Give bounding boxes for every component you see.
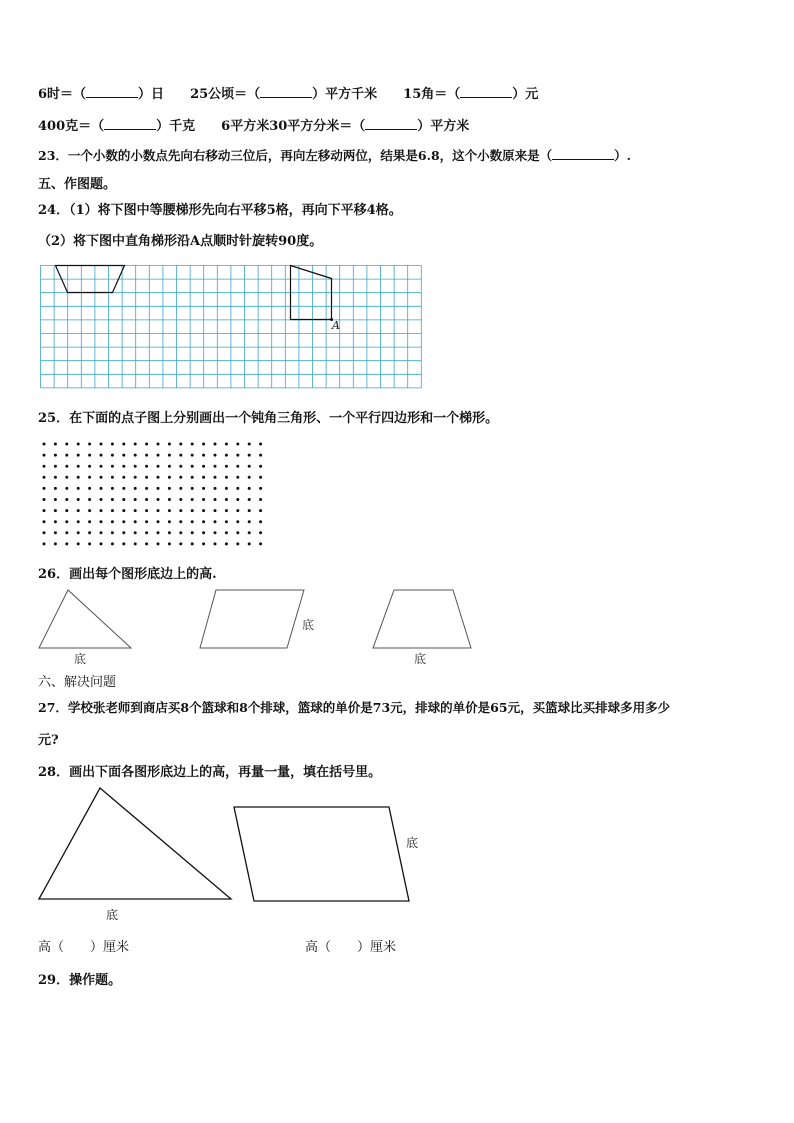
- section-6-heading: 六、解决问题: [38, 675, 117, 690]
- conversion-row-2: [38, 115, 469, 134]
- grid-dot: [54, 509, 57, 512]
- grid-dot: [225, 443, 228, 446]
- grid-dot: [134, 509, 137, 512]
- grid-dot: [179, 520, 182, 523]
- grid-dot: [54, 454, 57, 457]
- grid-dot: [225, 487, 228, 490]
- grid-dot: [145, 465, 148, 468]
- answer-blank-1c[interactable]: [460, 85, 512, 98]
- grid-dot: [236, 498, 239, 501]
- grid-dot: [65, 443, 68, 446]
- grid-dot: [100, 542, 103, 545]
- grid-dot: [225, 498, 228, 501]
- grid-dot: [248, 520, 251, 523]
- grid-dot: [111, 520, 114, 523]
- grid-dot: [214, 443, 217, 446]
- grid-dot: [157, 531, 160, 534]
- question-27-line-2: 元?: [38, 733, 59, 748]
- answer-blank-23[interactable]: [552, 147, 614, 160]
- grid-dot: [43, 531, 46, 534]
- grid-dot: [225, 465, 228, 468]
- grid-dot: [100, 465, 103, 468]
- grid-dot: [225, 520, 228, 523]
- grid-dot: [214, 542, 217, 545]
- conv-2a-right: ）千克: [156, 119, 196, 134]
- grid-dot: [179, 487, 182, 490]
- grid-dot: [100, 487, 103, 490]
- grid-dot: [54, 531, 57, 534]
- grid-dot: [43, 498, 46, 501]
- grid-dot: [65, 531, 68, 534]
- grid-dot: [54, 465, 57, 468]
- grid-dot: [111, 454, 114, 457]
- grid-dot: [157, 542, 160, 545]
- grid-dot: [145, 443, 148, 446]
- grid-dot: [157, 509, 160, 512]
- q26-parallelogram-base-label: 底: [302, 618, 315, 632]
- grid-dot: [157, 465, 160, 468]
- grid-dot: [191, 520, 194, 523]
- grid-dot: [236, 443, 239, 446]
- grid-dot: [191, 487, 194, 490]
- q28-parallelogram-base-label: 底: [406, 836, 419, 850]
- grid-dot: [122, 454, 125, 457]
- grid-dot: [65, 542, 68, 545]
- grid-dot: [157, 443, 160, 446]
- grid-dot: [259, 498, 262, 501]
- grid-dot: [88, 542, 91, 545]
- grid-dot: [65, 509, 68, 512]
- question-29: 29．操作题。: [38, 973, 122, 988]
- grid-dot: [122, 520, 125, 523]
- grid-dot: [179, 443, 182, 446]
- grid-dot: [65, 498, 68, 501]
- grid-dot: [88, 454, 91, 457]
- grid-dot: [43, 509, 46, 512]
- grid-dot: [202, 454, 205, 457]
- question-23: [38, 146, 631, 164]
- grid-dot: [54, 487, 57, 490]
- q23-text-right: ）.: [614, 148, 632, 163]
- grid-dot: [248, 465, 251, 468]
- q28-parallelogram: [234, 807, 409, 901]
- grid-dot: [214, 531, 217, 534]
- q26-trapezoid-base-label: 底: [414, 652, 427, 666]
- grid-dot: [259, 520, 262, 523]
- grid-dot: [54, 520, 57, 523]
- grid-dot: [88, 509, 91, 512]
- grid-dot: [111, 487, 114, 490]
- conv-2b-right: ）平方米: [417, 119, 470, 134]
- conv-1a-right: ）日: [138, 87, 165, 102]
- grid-dot: [134, 476, 137, 479]
- grid-dot: [168, 509, 171, 512]
- grid-dot: [77, 542, 80, 545]
- grid-dot: [214, 487, 217, 490]
- grid-dot: [88, 443, 91, 446]
- grid-dot: [191, 542, 194, 545]
- grid-dot: [248, 498, 251, 501]
- grid-dot: [202, 443, 205, 446]
- conv-1b-left: 25公顷＝（: [190, 87, 261, 102]
- grid-dot: [202, 487, 205, 490]
- answer-blank-2b[interactable]: [365, 117, 417, 130]
- grid-dot: [168, 520, 171, 523]
- grid-dot: [202, 509, 205, 512]
- grid-dot: [54, 542, 57, 545]
- grid-dot: [88, 487, 91, 490]
- section-5-heading: 五、作图题。: [38, 177, 117, 192]
- q26-parallelogram: [200, 590, 304, 648]
- grid-dot: [259, 443, 262, 446]
- grid-lines: [41, 266, 422, 388]
- grid-dot: [191, 476, 194, 479]
- conv-1b-right: ）平方千米: [312, 87, 378, 102]
- grid-dot: [134, 443, 137, 446]
- grid-dot: [225, 454, 228, 457]
- grid-dot: [214, 509, 217, 512]
- q28-answer-2[interactable]: 高（ ）厘米: [305, 940, 397, 955]
- grid-dot: [111, 443, 114, 446]
- grid-dot: [122, 542, 125, 545]
- grid-dot: [111, 498, 114, 501]
- grid-dot: [259, 531, 262, 534]
- grid-dot: [202, 542, 205, 545]
- grid-dot: [88, 520, 91, 523]
- grid-dot: [100, 509, 103, 512]
- grid-dot: [111, 542, 114, 545]
- grid-dot: [191, 509, 194, 512]
- conversion-row-1: [38, 83, 538, 102]
- dot-grid[interactable]: [41, 441, 273, 547]
- grid-dot: [122, 476, 125, 479]
- grid-dot: [100, 520, 103, 523]
- grid-dot: [214, 465, 217, 468]
- grid-dot: [54, 476, 57, 479]
- q23-text-left: 23．一个小数的小数点先向右移动三位后，再向左移动两位，结果是6.8，这个小数原来是（: [38, 148, 553, 163]
- grid-dot: [179, 465, 182, 468]
- grid-dot: [77, 443, 80, 446]
- grid-dot: [100, 454, 103, 457]
- q26-trapezoid: [373, 590, 471, 648]
- grid-dot: [157, 498, 160, 501]
- conv-1c-right: ）元: [512, 87, 539, 102]
- grid-dot: [122, 498, 125, 501]
- grid-dot: [145, 454, 148, 457]
- grid-dot: [179, 509, 182, 512]
- conv-1a-left: 6时＝（: [38, 87, 87, 102]
- grid-dot: [134, 487, 137, 490]
- grid-dot: [168, 443, 171, 446]
- grid-dot: [145, 476, 148, 479]
- grid-dot: [202, 465, 205, 468]
- grid-dot: [88, 465, 91, 468]
- grid-dot: [236, 531, 239, 534]
- grid-dot: [179, 476, 182, 479]
- grid-dot: [259, 542, 262, 545]
- grid-dot: [225, 509, 228, 512]
- question-25: 25．在下面的点子图上分别画出一个钝角三角形、一个平行四边形和一个梯形。: [38, 411, 499, 426]
- grid-dot: [259, 509, 262, 512]
- q28-answer-1[interactable]: 高（ ）厘米: [38, 940, 130, 955]
- grid-dot: [43, 476, 46, 479]
- grid-dot: [236, 487, 239, 490]
- question-24-part-1: 24．（1）将下图中等腰梯形先向右平移5格，再向下平移4格。: [38, 203, 402, 218]
- grid-dot: [111, 531, 114, 534]
- grid-dot: [225, 531, 228, 534]
- grid-dot: [214, 476, 217, 479]
- grid-dot: [168, 531, 171, 534]
- grid-dot: [157, 487, 160, 490]
- grid-dot: [43, 487, 46, 490]
- grid-dot: [248, 476, 251, 479]
- grid-dot: [100, 531, 103, 534]
- grid-dot: [100, 498, 103, 501]
- grid-dot: [236, 476, 239, 479]
- grid-dot: [111, 476, 114, 479]
- grid-dot: [259, 465, 262, 468]
- question-27-line-1: 27．学校张老师到商店买8个篮球和8个排球，篮球的单价是73元，排球的单价是65元，买篮球比买排球多用多少: [38, 700, 671, 715]
- grid-dot: [248, 531, 251, 534]
- grid-dot: [236, 465, 239, 468]
- grid-dot: [248, 454, 251, 457]
- grid-dot: [54, 498, 57, 501]
- grid-dot: [225, 542, 228, 545]
- grid-dot: [191, 465, 194, 468]
- grid-dot: [134, 542, 137, 545]
- grid-dot: [202, 498, 205, 501]
- grid-dot: [77, 454, 80, 457]
- grid-dot: [122, 465, 125, 468]
- grid-dot: [65, 454, 68, 457]
- grid-dot: [191, 531, 194, 534]
- grid-dot: [179, 454, 182, 457]
- grid-dot: [168, 542, 171, 545]
- grid-dot: [134, 465, 137, 468]
- grid-dot: [168, 465, 171, 468]
- grid-dot: [43, 465, 46, 468]
- grid-dot: [191, 454, 194, 457]
- grid-dot: [225, 476, 228, 479]
- grid-dot: [43, 520, 46, 523]
- grid-dot: [202, 520, 205, 523]
- grid-dot: [111, 465, 114, 468]
- grid-dot: [65, 465, 68, 468]
- grid-dot: [168, 498, 171, 501]
- grid-dot: [43, 443, 46, 446]
- grid-dot: [122, 487, 125, 490]
- grid-dot: [236, 509, 239, 512]
- grid-dot: [145, 487, 148, 490]
- grid-dot: [202, 531, 205, 534]
- q26-figures: [36, 587, 506, 667]
- grid-dot: [248, 509, 251, 512]
- grid-dot: [248, 443, 251, 446]
- grid-dot: [168, 454, 171, 457]
- conv-2a-left: 400克＝（: [38, 119, 105, 134]
- grid-dot: [100, 476, 103, 479]
- grid-dot: [259, 454, 262, 457]
- grid-dot: [88, 531, 91, 534]
- grid-dot: [100, 443, 103, 446]
- grid-dot: [122, 443, 125, 446]
- q28-triangle: [39, 788, 231, 899]
- grid-dot: [214, 520, 217, 523]
- grid-dot: [134, 454, 137, 457]
- grid-dot: [214, 498, 217, 501]
- grid-dot: [191, 498, 194, 501]
- grid-dot: [248, 542, 251, 545]
- grid-figure[interactable]: [39, 264, 433, 388]
- grid-dot: [145, 531, 148, 534]
- grid-dot: [111, 509, 114, 512]
- grid-dot: [168, 487, 171, 490]
- answer-blank-2a[interactable]: [104, 117, 156, 130]
- answer-blank-1a[interactable]: [86, 85, 138, 98]
- grid-dot: [77, 498, 80, 501]
- grid-dot: [43, 542, 46, 545]
- grid-dot: [77, 465, 80, 468]
- grid-dot: [134, 498, 137, 501]
- grid-dot: [77, 487, 80, 490]
- grid-dot: [77, 520, 80, 523]
- grid-dot: [191, 443, 194, 446]
- grid-dot: [179, 542, 182, 545]
- grid-dot: [145, 498, 148, 501]
- grid-dot: [88, 476, 91, 479]
- grid-dot: [43, 454, 46, 457]
- grid-dot: [157, 520, 160, 523]
- grid-dot: [236, 520, 239, 523]
- question-28: 28．画出下面各图形底边上的高，再量一量，填在括号里。: [38, 765, 382, 780]
- grid-dot: [88, 498, 91, 501]
- grid-dot: [145, 520, 148, 523]
- grid-dot: [77, 476, 80, 479]
- grid-dot: [157, 454, 160, 457]
- grid-dot: [236, 454, 239, 457]
- grid-dot: [179, 531, 182, 534]
- grid-dot: [145, 509, 148, 512]
- grid-dot: [65, 520, 68, 523]
- grid-dot: [259, 476, 262, 479]
- q26-triangle: [39, 590, 131, 648]
- conv-2b-left: 6平方米30平方分米＝（: [221, 119, 366, 134]
- grid-dot: [77, 531, 80, 534]
- grid-dot: [259, 487, 262, 490]
- grid-dot: [134, 531, 137, 534]
- q26-triangle-base-label: 底: [74, 652, 87, 666]
- grid-dot: [157, 476, 160, 479]
- grid-dot: [202, 476, 205, 479]
- conv-1c-left: 15角＝（: [403, 87, 461, 102]
- grid-dot: [122, 531, 125, 534]
- grid-dot: [77, 509, 80, 512]
- grid-dot: [168, 476, 171, 479]
- answer-blank-1b[interactable]: [260, 85, 312, 98]
- q28-figures: [36, 786, 456, 926]
- grid-dot: [236, 542, 239, 545]
- grid-dot: [214, 454, 217, 457]
- grid-dot: [179, 498, 182, 501]
- grid-dot: [54, 443, 57, 446]
- q28-triangle-base-label: 底: [106, 908, 119, 922]
- grid-dot: [65, 476, 68, 479]
- grid-dot: [65, 487, 68, 490]
- grid-dot: [145, 542, 148, 545]
- question-24-part-2: （2）将下图中直角梯形沿A点顺时针旋转90度。: [38, 234, 323, 249]
- grid-dot: [248, 487, 251, 490]
- point-a-label: A: [332, 319, 340, 332]
- grid-dot: [134, 520, 137, 523]
- question-26: 26．画出每个图形底边上的高.: [38, 567, 217, 582]
- grid-dot: [122, 509, 125, 512]
